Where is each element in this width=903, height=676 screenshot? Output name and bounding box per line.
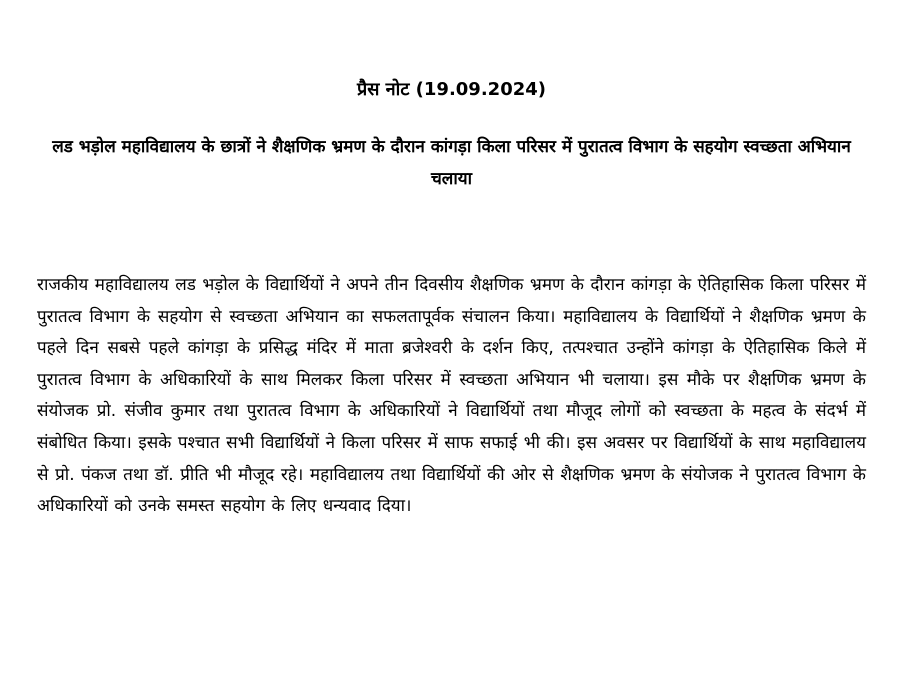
press-note-headline: लड भड़ोल महाविद्यालय के छात्रों ने शैक्षणिक भ्रमण के दौरान कांगड़ा किला परिसर में पुरातत्व विभाग के सहयोग स्वच्छता अभियान चलाया	[52, 137, 851, 189]
press-note-body: राजकीय महाविद्यालय लड भड़ोल के विद्यार्थियों ने अपने तीन दिवसीय शैक्षणिक भ्रमण के दौरान कांगड़ा के ऐतिहासिक किला परिसर में पुरातत्व विभाग के सहयोग से स्वच्छता अभियान का सफलतापूर्वक संचालन किया। महाविद्यालय के विद्यार्थियों ने शैक्षणिक भ्रमण के पहले दिन सबसे पहले कांगड़ा के प्रसिद्ध मंदिर में माता ब्रजेश्वरी के दर्शन किए, तत्पश्चात उन्होंने कांगड़ा के ऐतिहासिक किले में पुरातत्व विभाग के अधिकारियों के साथ मिलकर किला परिसर में स्वच्छता अभियान भी चलाया। इस मौके पर शैक्षणिक भ्रमण के संयोजक प्रो. संजीव कुमार तथा पुरातत्व विभाग के अधिकारियों ने विद्यार्थियों तथा मौजूद लोगों को स्वच्छता के महत्व के संदर्भ में संबोधित किया। इसके पश्चात सभी विद्यार्थियों ने किला परिसर में साफ सफाई भी की। इस अवसर पर विद्यार्थियों के साथ महाविद्यालय से प्रो. पंकज तथा डॉ. प्रीति भी मौजूद रहे। महाविद्यालय तथा विद्यार्थियों की ओर से शैक्षणिक भ्रमण के संयोजक ने पुरातत्व विभाग के अधिकारियों को उनके समस्त सहयोग के लिए धन्यवाद दिया।	[37, 275, 866, 517]
press-note-title: प्रैस नोट (19.09.2024)	[357, 79, 546, 100]
